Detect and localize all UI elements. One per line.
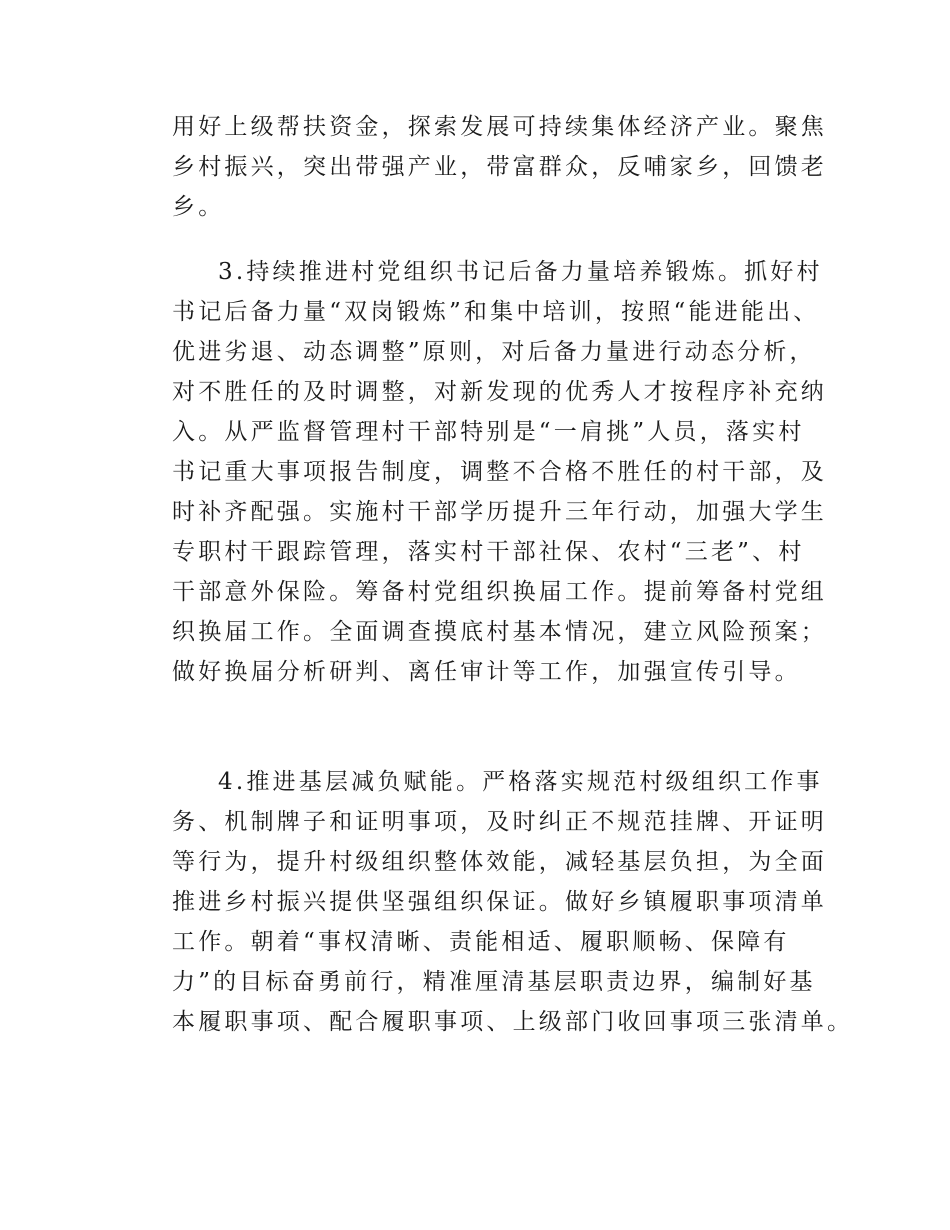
text-line: 务、机制牌子和证明事项，及时纠正不规范挂牌、开证明: [172, 809, 827, 835]
text-line: 入。从严监督管理村干部特别是“一肩挑”人员，落实村: [172, 419, 805, 445]
text-line: 干部意外保险。筹备村党组织换届工作。提前筹备村党组: [172, 579, 827, 605]
paragraph-item-3: [172, 252, 827, 692]
text-line: 等行为，提升村级组织整体效能，减轻基层负担，为全面: [172, 849, 827, 875]
text-line: 用好上级帮扶资金，探索发展可持续集体经济产业。聚焦: [172, 114, 827, 140]
text-line: 力”的目标奋勇前行，精准厘清基层职责边界，编制好基: [172, 969, 816, 995]
text-line: 织换届工作。全面调查摸底村基本情况，建立风险预案；: [172, 619, 827, 645]
text-line: 工作。朝着“事权清晰、责能相适、履职顺畅、保障有: [172, 929, 790, 955]
paragraph-continuation: [172, 107, 827, 227]
text-line: 乡。: [172, 194, 225, 220]
paragraph-item-4: [172, 762, 854, 1042]
text-line: 3.持续推进村党组织书记后备力量培养锻炼。抓好村: [218, 259, 823, 285]
text-line: 时补齐配强。实施村干部学历提升三年行动，加强大学生: [172, 499, 827, 525]
text-line: 做好换届分析研判、离任审计等工作，加强宣传引导。: [172, 659, 801, 685]
text-line: 对不胜任的及时调整，对新发现的优秀人才按程序补充纳: [172, 379, 827, 405]
text-line: 乡村振兴，突出带强产业，带富群众，反哺家乡，回馈老: [172, 154, 827, 180]
text-line: 推进乡村振兴提供坚强组织保证。做好乡镇履职事项清单: [172, 889, 827, 915]
text-line: 本履职事项、配合履职事项、上级部门收回事项三张清单。: [172, 1009, 854, 1035]
text-line: 专职村干跟踪管理，落实村干部社保、农村“三老”、村: [172, 539, 805, 565]
text-line: 书记重大事项报告制度，调整不合格不胜任的村干部，及: [172, 459, 827, 485]
text-line: 优进劣退、动态调整”原则，对后备力量进行动态分析，: [172, 339, 816, 365]
text-line: 书记后备力量“双岗锻炼”和集中培训，按照“能进能出、: [172, 299, 820, 325]
text-line: 4.推进基层减负赋能。严格落实规范村级组织工作事: [218, 769, 823, 795]
